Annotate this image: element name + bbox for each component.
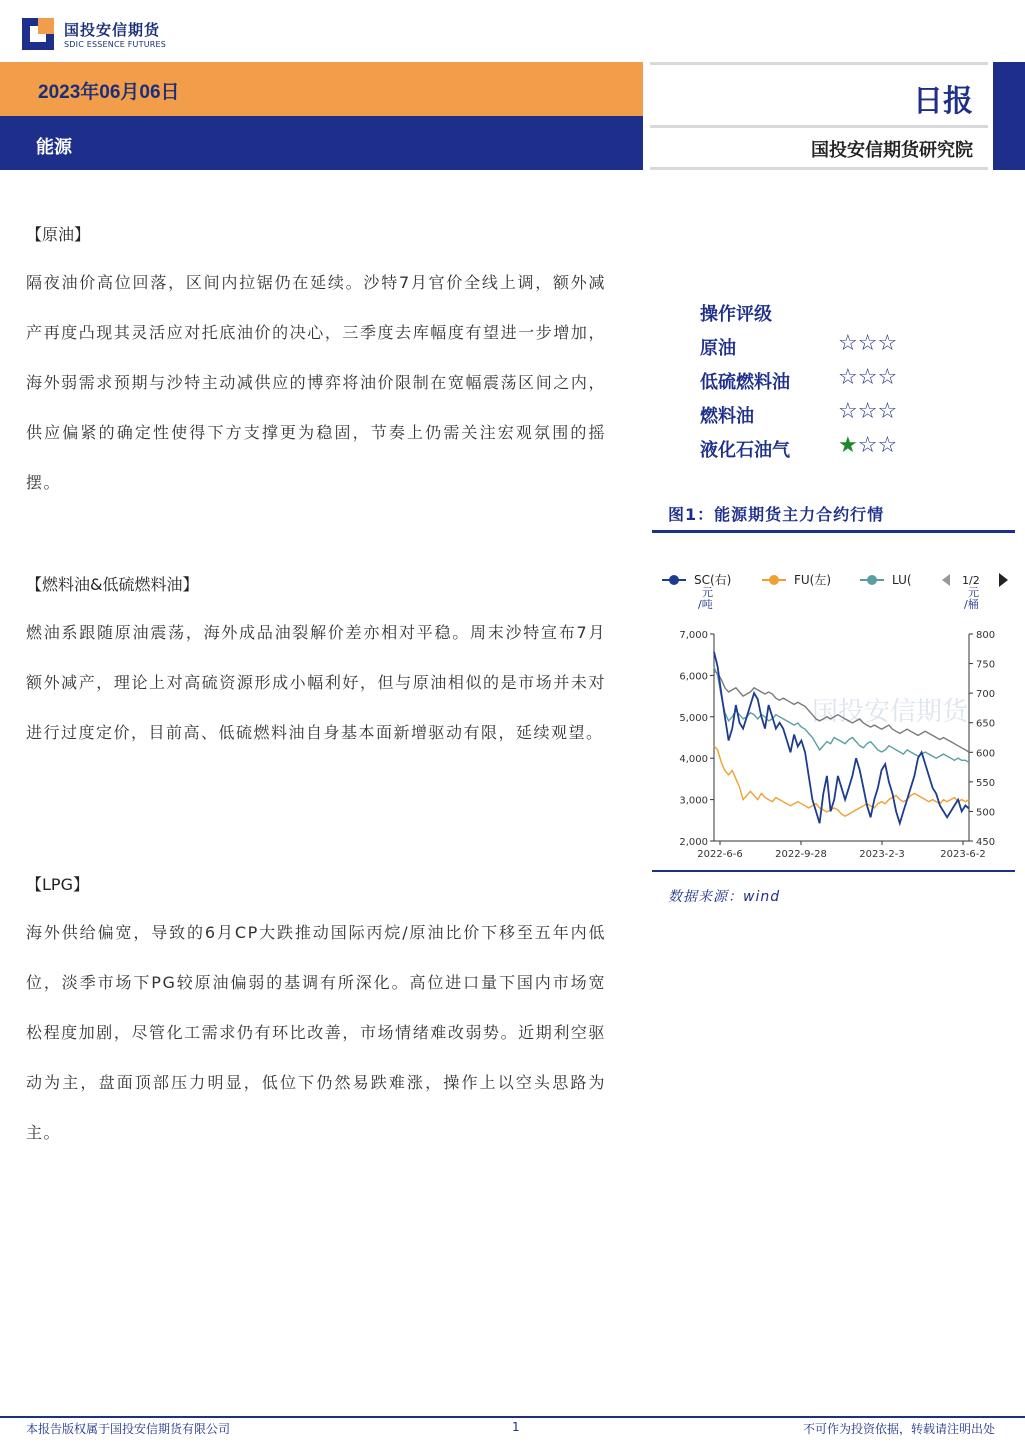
rating-stars <box>838 365 897 390</box>
legend-next-icon <box>999 573 1008 587</box>
star-outline-icon: ☆ <box>857 365 878 390</box>
y-right-tick-label: 800 <box>976 630 996 641</box>
star-outline-icon: ☆ <box>877 433 898 458</box>
legend-label: FU(左) <box>794 573 832 587</box>
x-tick-label: 2022-6-6 <box>697 849 743 860</box>
star-outline-icon: ☆ <box>877 331 898 356</box>
y-left-unit: /吨 <box>698 598 713 611</box>
y-left-unit: 元 <box>702 586 713 599</box>
y-left-tick-label: 7,000 <box>679 630 708 641</box>
rating-panel <box>700 300 940 470</box>
figure-title: 图1：能源期货主力合约行情 <box>668 505 885 524</box>
y-right-tick-label: 750 <box>976 659 996 671</box>
y-right-tick-label: 700 <box>976 689 996 701</box>
footer-rule <box>0 1416 1025 1418</box>
chart-legend <box>662 573 1008 587</box>
y-right-unit: /桶 <box>964 598 979 611</box>
futures-line-chart <box>652 560 1015 868</box>
y-left-tick-label: 2,000 <box>679 837 708 848</box>
figure-rule-bottom <box>652 870 1015 872</box>
rating-title: 操作评级 <box>700 304 772 325</box>
logo-mark-icon <box>22 18 54 50</box>
star-outline-icon: ☆ <box>857 331 878 356</box>
rating-label: 原油 <box>700 338 736 359</box>
y-right-tick-label: 650 <box>976 718 996 730</box>
section-title-crude: 【原油】 <box>26 225 91 244</box>
section-text-crude: 隔夜油价高位回落，区间内拉锯仍在延续。沙特7月官价全线上调，额外减产再度凸现其灵活应对托底油价的决心，三季度去库幅度有望进一步增加，海外弱需求预期与沙特主动减供应的博弈将油价限制在宽幅震荡区间之内，供应偏紧的确定性使得下方支撑更为稳固，节奏上仍需关注宏观氛围的摇摆。 <box>26 273 606 492</box>
report-type: 日报 <box>913 84 973 119</box>
legend-marker <box>669 575 679 585</box>
rating-row <box>700 331 940 368</box>
rating-stars <box>838 331 897 356</box>
report-date: 2023年06月06日 <box>38 82 180 103</box>
header-side-strip <box>993 62 1025 170</box>
rating-stars <box>838 433 897 458</box>
rating-label: 液化石油气 <box>700 440 790 461</box>
rating-label: 低硫燃料油 <box>700 372 790 393</box>
star-outline-icon: ☆ <box>838 331 858 356</box>
rating-row <box>700 433 940 470</box>
rating-label: 燃料油 <box>700 406 754 427</box>
star-outline-icon: ☆ <box>877 365 898 390</box>
category-band <box>0 116 643 170</box>
header-rule-mid <box>650 125 988 128</box>
header-rule-top <box>650 62 988 65</box>
star-outline-icon: ☆ <box>838 399 858 424</box>
x-tick-label: 2022-9-28 <box>775 849 827 860</box>
section-text-lpg: 海外供给偏宽，导致的6月CP大跌推动国际丙烷/原油比价下移至五年内低位，淡季市场下PG较原油偏弱的基调有所深化。高位进口量下国内市场宽松程度加剧，尽管化工需求仍有环比改善，市场情绪难改弱势。近期利空驱动为主，盘面顶部压力明显，低位下仍然易跌难涨，操作上以空头思路为主。 <box>26 923 606 1142</box>
rating-stars <box>838 399 897 424</box>
header-rule-bottom <box>650 167 988 170</box>
legend-marker <box>867 575 877 585</box>
legend-page-label: 1/2 <box>962 574 980 587</box>
chart-series-group <box>714 652 969 824</box>
rating-row <box>700 399 940 436</box>
star-outline-icon: ☆ <box>857 433 878 458</box>
logo-text-cn: 国投安信期货 <box>64 21 161 39</box>
figure-source: 数据来源：wind <box>668 889 781 905</box>
report-category: 能源 <box>36 137 72 158</box>
x-tick-label: 2023-6-2 <box>940 849 986 860</box>
date-band <box>0 62 643 116</box>
star-outline-icon: ☆ <box>877 399 898 424</box>
star-outline-icon: ☆ <box>838 365 858 390</box>
footer-copyright: 本报告版权属于国投安信期货有限公司 <box>26 1422 231 1436</box>
y-left-tick-label: 3,000 <box>679 795 708 807</box>
logo-text-en: SDIC ESSENCE FUTURES <box>64 40 167 49</box>
page-number: 1 <box>512 1420 520 1434</box>
legend-marker <box>769 575 779 585</box>
y-left-tick-label: 5,000 <box>679 712 708 724</box>
y-right-tick-label: 550 <box>976 777 996 789</box>
y-right-unit: 元 <box>968 586 979 599</box>
x-tick-label: 2023-2-3 <box>859 849 905 860</box>
legend-prev-icon <box>942 574 950 586</box>
footer-disclaimer: 不可作为投资依据，转载请注明出处 <box>802 1422 995 1436</box>
y-left-tick-label: 6,000 <box>679 671 708 683</box>
legend-label: LU( <box>892 573 912 587</box>
star-outline-icon: ☆ <box>857 399 878 424</box>
institute-name: 国投安信期货研究院 <box>811 140 973 161</box>
figure-rule-top <box>652 530 1015 533</box>
rating-row <box>700 365 940 402</box>
section-text-fuel-oil: 燃油系跟随原油震荡，海外成品油裂解价差亦相对平稳。周末沙特宣布7月额外减产，理论上对高硫资源形成小幅利好，但与原油相似的是市场并未对进行过度定价，目前高、低硫燃料油自身基本面新增驱动有限，延续观望。 <box>26 623 606 742</box>
chart-watermark: 国投安信期货 <box>812 697 969 727</box>
y-right-tick-label: 600 <box>976 748 996 760</box>
y-right-tick-label: 450 <box>976 837 996 848</box>
y-left-tick-label: 4,000 <box>679 754 708 766</box>
y-right-tick-label: 500 <box>976 807 996 819</box>
section-title-fuel-oil: 【燃料油&低硫燃料油】 <box>26 575 199 594</box>
series-line-sc <box>714 652 969 824</box>
section-title-lpg: 【LPG】 <box>26 875 89 894</box>
company-logo <box>22 16 222 52</box>
legend-label: SC(右) <box>694 573 732 587</box>
star-filled-icon: ★ <box>838 433 858 458</box>
